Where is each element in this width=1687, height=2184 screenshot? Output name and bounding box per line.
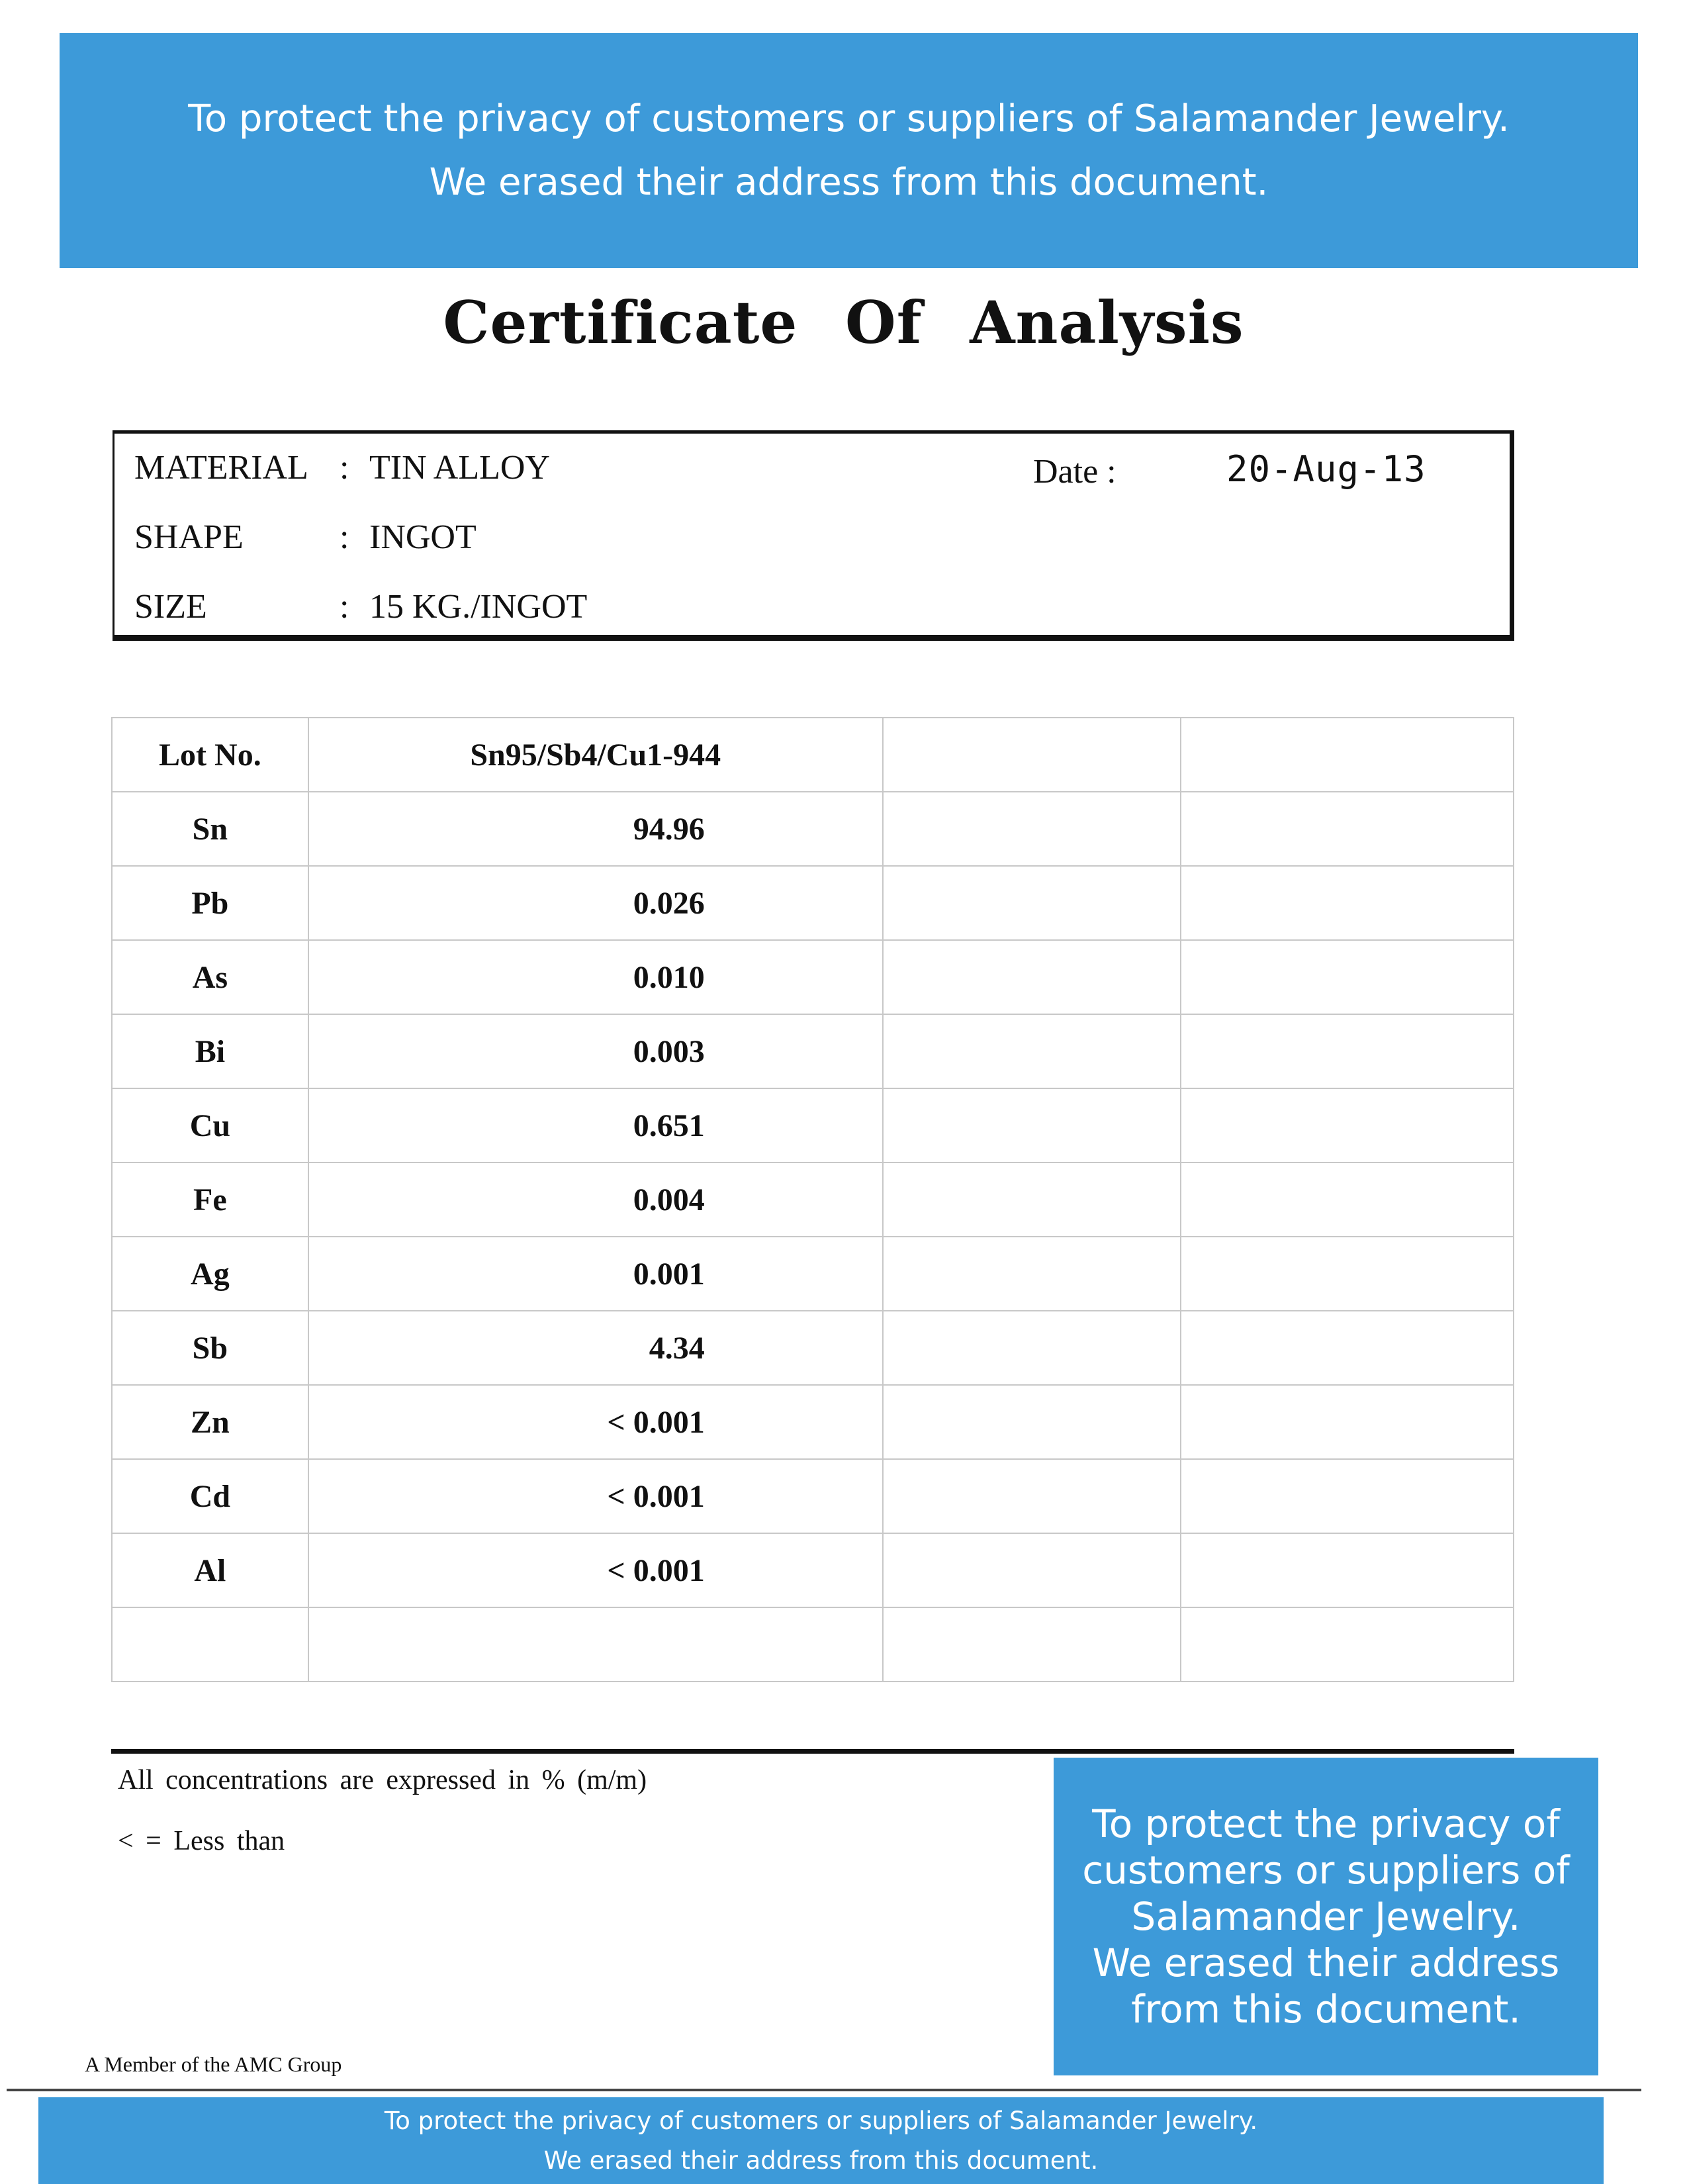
shape-value: INGOT	[369, 518, 477, 556]
table-header-row	[112, 718, 1514, 792]
element-value: 0.003	[308, 1014, 883, 1088]
table-row	[112, 940, 1514, 1014]
element-value: 0.001	[308, 1237, 883, 1311]
empty-cell	[1181, 792, 1514, 866]
empty-cell	[883, 1459, 1181, 1533]
empty-cell	[883, 1014, 1181, 1088]
empty-cell	[1181, 866, 1514, 940]
empty-cell	[883, 1163, 1181, 1237]
element-symbol: Ag	[112, 1237, 308, 1311]
element-symbol: Cu	[112, 1088, 308, 1163]
table-row-empty	[112, 1607, 1514, 1682]
colon: :	[340, 518, 349, 556]
empty-cell	[883, 1311, 1181, 1385]
less-than-note: < = Less than	[118, 1826, 285, 1856]
size-row	[134, 587, 587, 626]
element-symbol: Cd	[112, 1459, 308, 1533]
redaction-line: We erased their address	[1092, 1940, 1560, 1985]
element-value: 0.026	[308, 866, 883, 940]
redaction-line: Salamander Jewelry.	[1131, 1894, 1521, 1939]
footer-divider	[7, 2089, 1641, 2091]
empty-cell	[883, 1237, 1181, 1311]
document-title: Certificate Of Analysis	[443, 288, 1244, 357]
redaction-line: To protect the privacy of customers or suppliers of Salamander Jewelry.	[188, 97, 1510, 140]
empty-cell	[1181, 1014, 1514, 1088]
element-value: < 0.001	[308, 1385, 883, 1459]
element-value: < 0.001	[308, 1459, 883, 1533]
date-value: 20-Aug-13	[1226, 448, 1426, 490]
empty-cell	[883, 1607, 1181, 1682]
redaction-notice-side	[1054, 1758, 1598, 2075]
element-symbol: Bi	[112, 1014, 308, 1088]
element-value: 0.004	[308, 1163, 883, 1237]
colon: :	[340, 449, 349, 487]
table-row	[112, 1311, 1514, 1385]
material-info-box	[113, 430, 1514, 641]
element-symbol: Pb	[112, 866, 308, 940]
redaction-line: from this document.	[1131, 1987, 1521, 2032]
empty-cell	[1181, 718, 1514, 792]
table-row	[112, 1088, 1514, 1163]
element-symbol: As	[112, 940, 308, 1014]
size-label: SIZE	[134, 588, 207, 626]
redaction-notice-top	[60, 33, 1638, 268]
empty-cell	[1181, 1237, 1514, 1311]
table-row	[112, 866, 1514, 940]
analysis-table	[111, 717, 1514, 1682]
divider	[111, 1749, 1514, 1754]
lot-no-label: Lot No.	[112, 718, 308, 792]
concentration-note: All concentrations are expressed in % (m/m)	[118, 1765, 647, 1795]
shape-row	[134, 518, 477, 557]
element-value: 94.96	[308, 792, 883, 866]
table-row	[112, 792, 1514, 866]
date-label: Date :	[1033, 453, 1117, 491]
empty-cell	[1181, 1163, 1514, 1237]
element-value: < 0.001	[308, 1533, 883, 1607]
element-value: 0.651	[308, 1088, 883, 1163]
element-symbol: Al	[112, 1533, 308, 1607]
element-symbol: Sb	[112, 1311, 308, 1385]
empty-cell	[112, 1607, 308, 1682]
redaction-line: We erased their address from this document.	[429, 160, 1269, 204]
empty-cell	[1181, 1385, 1514, 1459]
table-row	[112, 1385, 1514, 1459]
footer-member-text: A Member of the AMC Group	[85, 2052, 342, 2076]
empty-cell	[1181, 940, 1514, 1014]
empty-cell	[883, 718, 1181, 792]
empty-cell	[1181, 1088, 1514, 1163]
lot-no-value: Sn95/Sb4/Cu1-944	[308, 718, 883, 792]
material-label: MATERIAL	[134, 449, 308, 487]
size-value: 15 KG./INGOT	[369, 588, 588, 626]
table-row	[112, 1163, 1514, 1237]
empty-cell	[1181, 1459, 1514, 1533]
table-row	[112, 1533, 1514, 1607]
empty-cell	[883, 792, 1181, 866]
empty-cell	[1181, 1533, 1514, 1607]
element-symbol: Sn	[112, 792, 308, 866]
element-value: 4.34	[308, 1311, 883, 1385]
element-symbol: Zn	[112, 1385, 308, 1459]
empty-cell	[1181, 1607, 1514, 1682]
redaction-notice-bottom	[38, 2097, 1604, 2184]
table-row	[112, 1237, 1514, 1311]
empty-cell	[883, 940, 1181, 1014]
colon: :	[340, 588, 349, 626]
material-value: TIN ALLOY	[369, 449, 550, 487]
shape-label: SHAPE	[134, 518, 244, 556]
material-row	[134, 448, 550, 487]
element-value: 0.010	[308, 940, 883, 1014]
empty-cell	[883, 1385, 1181, 1459]
redaction-line: customers or suppliers of	[1082, 1848, 1570, 1893]
empty-cell	[1181, 1311, 1514, 1385]
redaction-line: To protect the privacy of	[1092, 1801, 1560, 1846]
empty-cell	[883, 866, 1181, 940]
table-row	[112, 1014, 1514, 1088]
redaction-line: To protect the privacy of customers or suppliers of Salamander Jewelry.	[384, 2106, 1258, 2135]
element-symbol: Fe	[112, 1163, 308, 1237]
empty-cell	[308, 1607, 883, 1682]
empty-cell	[883, 1533, 1181, 1607]
redaction-line: We erased their address from this document.	[543, 2146, 1099, 2175]
table-row	[112, 1459, 1514, 1533]
empty-cell	[883, 1088, 1181, 1163]
